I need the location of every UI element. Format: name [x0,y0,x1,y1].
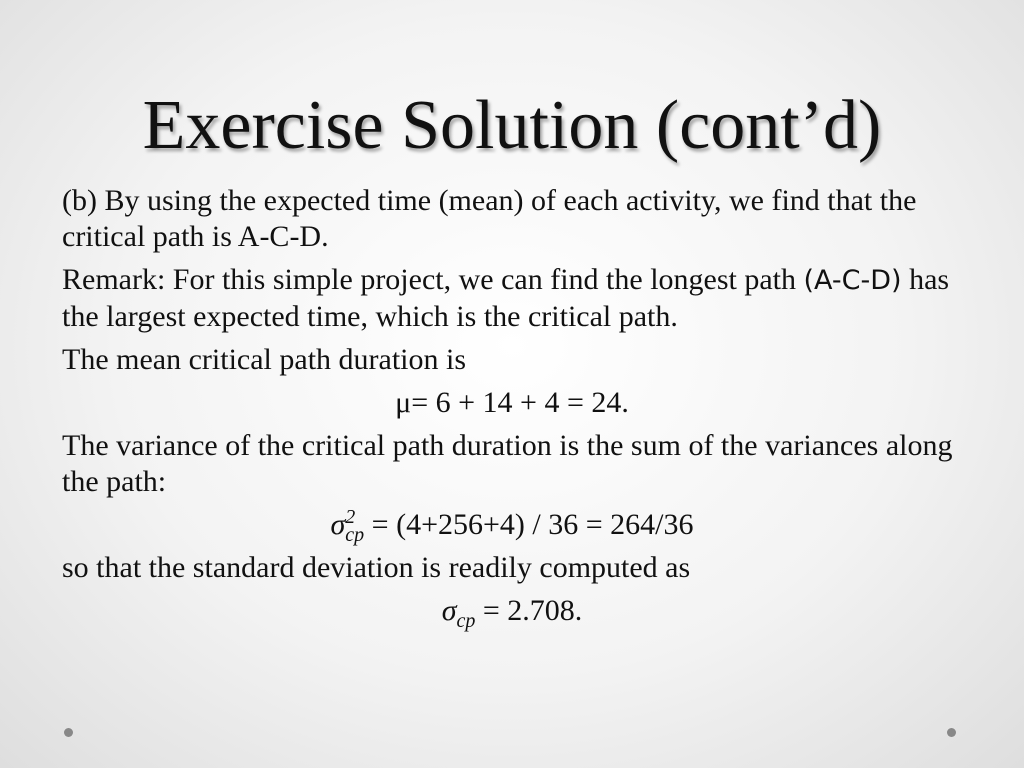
variance-sigma: σ [330,508,346,541]
remark-text-end: has the largest expected time, which is the critical path. [62,263,950,333]
variance-formula [62,506,962,546]
sd-expression: = 2.708. [475,594,583,627]
remark-text-start: Remark: For this simple project, we can find the longest path [62,263,804,296]
mean-intro: The mean critical path duration is [62,343,467,376]
paragraph-b: (b) By using the expected time (mean) of each activity, we find that the critical path is A-C-D. [62,184,917,253]
corner-dot-right [947,728,956,737]
remark-path: (A-C-D) [803,265,902,296]
slide-title: Exercise Solution (cont’d) [142,87,882,164]
variance-superscript: 2 [345,506,356,528]
variance-intro: The variance of the critical path duration is the sum of the variances along the path: [62,429,953,498]
sd-subscript: cp [456,610,476,632]
variance-expression: = (4+256+4) / 36 = 264/36 [364,508,694,541]
sd-intro: so that the standard deviation is readily computed as [62,551,691,584]
mean-formula: μ= 6 + 14 + 4 = 24. [395,386,629,419]
slide-body [62,183,962,636]
corner-dot-left [64,728,73,737]
sd-sigma: σ [441,594,457,627]
sd-formula [62,593,962,632]
remark-paragraph [62,262,962,335]
variance-subscript: cp [345,524,365,546]
